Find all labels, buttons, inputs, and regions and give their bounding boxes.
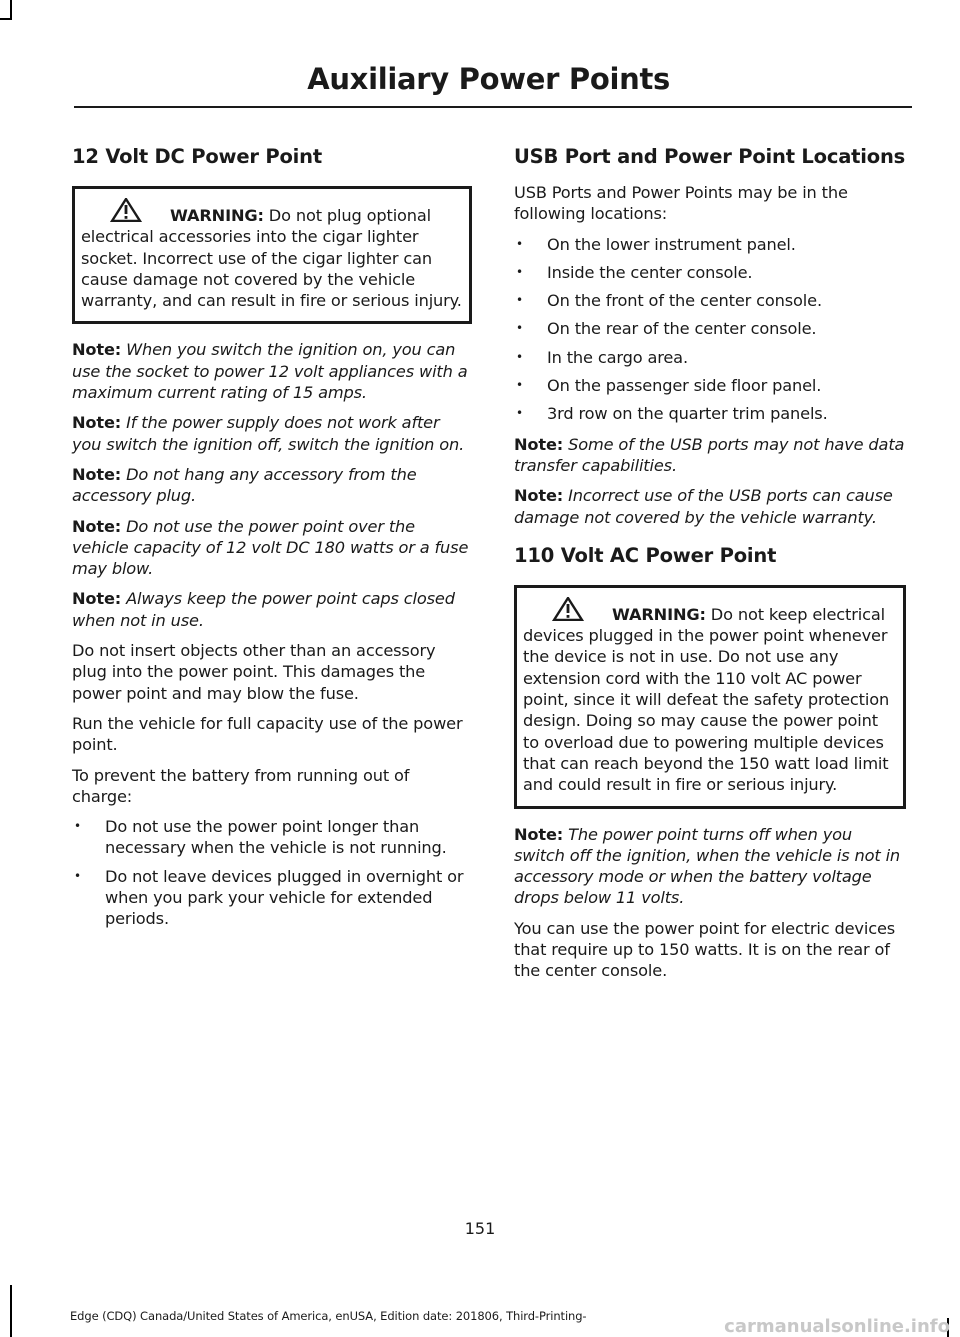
- note-text: If the power supply does not work after you switch the ignition off, switch the ignition on.: [72, 413, 465, 454]
- note: [72, 412, 472, 455]
- note-label: Note:: [514, 434, 564, 454]
- crop-mark: [10, 0, 12, 18]
- note-label: Note:: [72, 516, 122, 536]
- warning-label: WARNING:: [612, 604, 706, 624]
- section-heading-12v: 12 Volt DC Power Point: [72, 145, 322, 168]
- section-heading-usb: USB Port and Power Point Locations: [514, 145, 906, 168]
- body-paragraph: USB Ports and Power Points may be in the following locations:: [514, 183, 848, 224]
- warning-box-12v: [72, 186, 472, 324]
- list-item: • On the passenger side floor panel.: [514, 375, 906, 396]
- note-text: Incorrect use of the USB ports can cause damage not covered by the vehicle warranty.: [514, 486, 893, 527]
- list-item: • Do not leave devices plugged in overnight or when you park your vehicle for extended periods.: [72, 866, 472, 930]
- note: [72, 516, 472, 580]
- crop-mark: [10, 1285, 12, 1337]
- warning-triangle-icon: [109, 198, 165, 222]
- body-paragraph: You can use the power point for electric devices that require up to 150 watts. It is on the rear of the center console.: [514, 918, 896, 981]
- battery-tips-list: [72, 816, 472, 929]
- note-text: Do not use the power point over the vehicle capacity of 12 volt DC 180 watts or a fuse may blow.: [72, 516, 469, 579]
- page-title: Auxiliary Power Points: [307, 62, 670, 96]
- note-label: Note:: [72, 413, 122, 433]
- warning-box-110v: [514, 585, 906, 809]
- warning-text: Do not plug optional electrical accessories into the cigar lighter socket. Incorrect use of the cigar lighter can cause damage not covered by the vehicle warranty, and can result in fire or serious injury.: [81, 206, 462, 311]
- note-text: The power point turns off when you switch off the ignition, when the vehicle is not in accessory mode or when the battery voltage drops below 11 volts.: [514, 824, 901, 908]
- note-label: Note:: [72, 464, 122, 484]
- note-label: Note:: [514, 824, 564, 844]
- body-paragraph: Run the vehicle for full capacity use of the power point.: [72, 713, 463, 755]
- left-column: [72, 146, 472, 939]
- body-paragraph: To prevent the battery from running out of charge:: [72, 765, 410, 806]
- footer-text: Edge (CDQ) Canada/United States of America, enUSA, Edition date: 201806, Third-Printing-: [70, 1309, 587, 1323]
- list-item: • Inside the center console.: [514, 262, 906, 283]
- list-item: • On the front of the center console.: [514, 290, 906, 311]
- list-item: • On the lower instrument panel.: [514, 234, 906, 255]
- list-item: • 3rd row on the quarter trim panels.: [514, 403, 906, 424]
- note-text: Do not hang any accessory from the accessory plug.: [72, 464, 417, 506]
- section-heading-110v: 110 Volt AC Power Point: [514, 543, 777, 567]
- body-paragraph: Do not insert objects other than an accessory plug into the power point. This damages the power point and may blow the fuse.: [72, 641, 436, 703]
- note: [72, 339, 472, 403]
- list-item: • In the cargo area.: [514, 347, 906, 368]
- note-label: Note:: [72, 589, 122, 609]
- warning-triangle-icon: [551, 597, 607, 621]
- note-text: When you switch the ignition on, you can use the socket to power 12 volt appliances with a maximum current rating of 15 amps.: [72, 340, 468, 403]
- note: [514, 485, 906, 528]
- note: [72, 464, 472, 507]
- list-item: • On the rear of the center console.: [514, 318, 906, 339]
- warning-label: WARNING:: [170, 206, 264, 225]
- locations-list: [514, 234, 906, 425]
- note-text: Always keep the power point caps closed when not in use.: [72, 589, 455, 630]
- warning-text: Do not keep electrical devices plugged in the power point whenever the device is not in use. Do not use any extension cord with the 110 volt AC power point, since it will defeat the safety protection design. Doing so may cause the power point to overload due to powering multiple devices that can reach beyond the 150 watt load limit and could result in fire or serious injury.: [523, 604, 890, 795]
- right-column: [514, 146, 906, 991]
- note: [514, 434, 906, 477]
- note-text: Some of the USB ports may not have data transfer capabilities.: [514, 434, 905, 475]
- list-item: • Do not use the power point longer than necessary when the vehicle is not running.: [72, 816, 472, 859]
- watermark: carmanualsonline.info: [724, 1316, 950, 1337]
- header-divider: [74, 106, 912, 108]
- note-label: Note:: [72, 340, 122, 360]
- note: [514, 824, 906, 909]
- page-number: 151: [464, 1219, 496, 1238]
- crop-mark: [0, 18, 12, 20]
- note: [72, 588, 472, 631]
- note-label: Note:: [514, 486, 564, 506]
